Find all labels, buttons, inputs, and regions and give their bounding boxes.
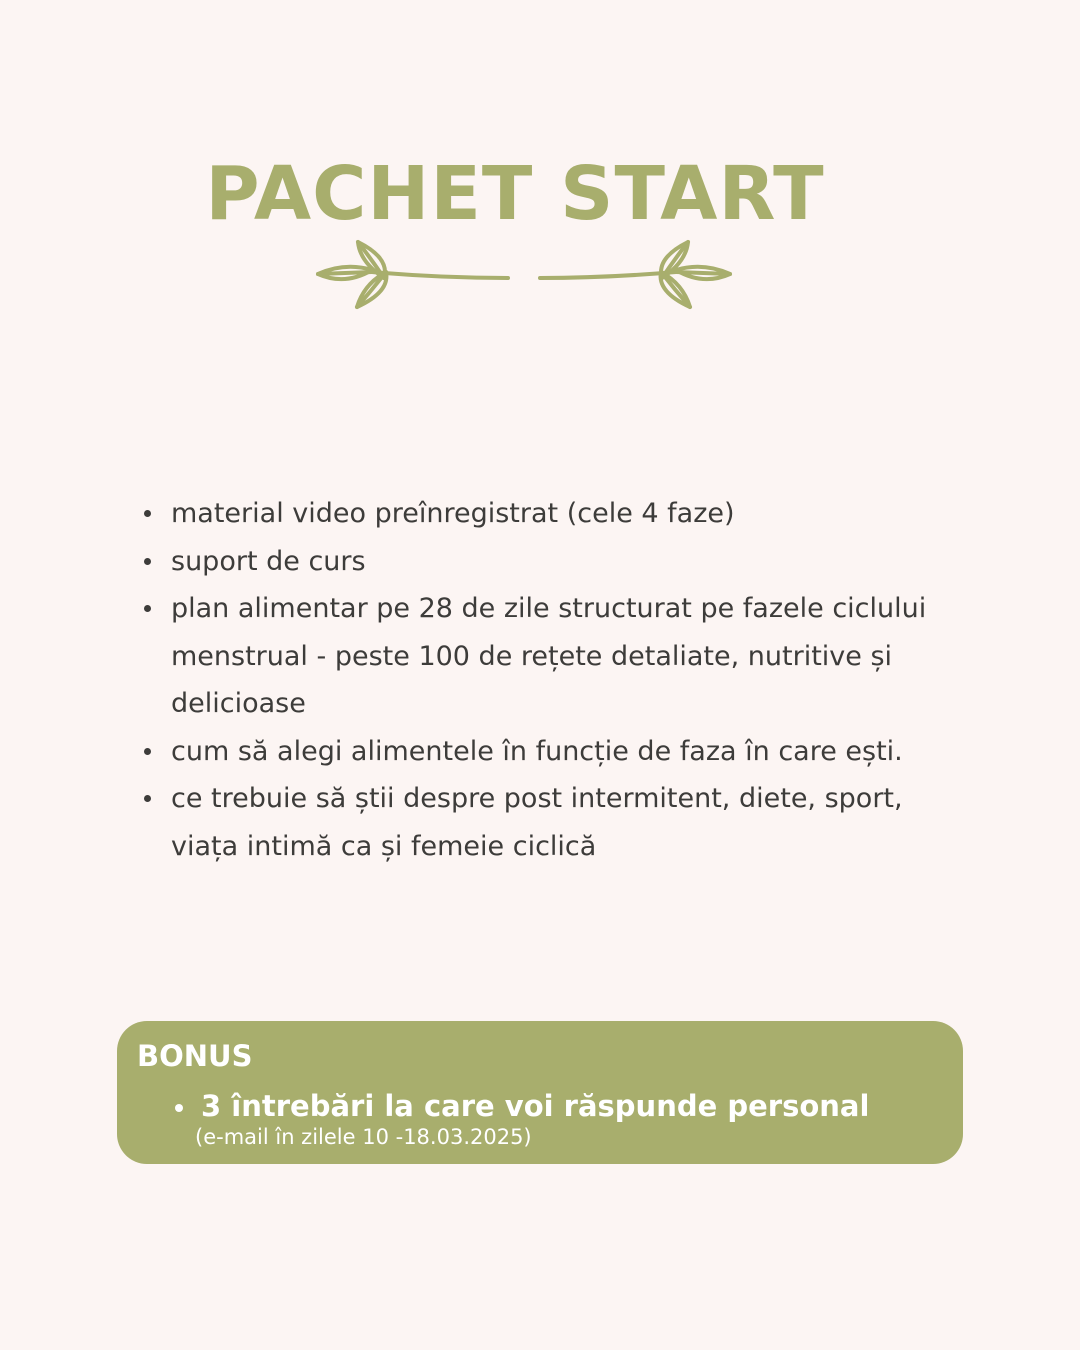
feature-item-food-choice: cum să alegi alimentele în funcție de faza în care ești. (140, 728, 970, 776)
bullet-icon (175, 1104, 183, 1112)
feature-item-video: material video preînregistrat (cele 4 faze) (140, 490, 970, 538)
bonus-title: BONUS (137, 1039, 253, 1073)
bonus-note: (e-mail în zilele 10 -18.03.2025) (195, 1125, 532, 1149)
feature-list (140, 490, 970, 870)
feature-item-course-support: suport de curs (140, 538, 970, 586)
bonus-item: 3 întrebări la care voi răspunde personal (201, 1089, 870, 1123)
bonus-card (117, 1021, 963, 1164)
page-title: PACHET START (205, 151, 825, 237)
feature-item-meal-plan: plan alimentar pe 28 de zile structurat pe fazele ciclului menstrual - peste 100 de rețete detaliate, nutritive și delicioase (140, 585, 970, 728)
feature-item-lifestyle: ce trebuie să știi despre post intermitent, diete, sport, viața intimă ca și femeie ciclică (140, 775, 970, 870)
leaf-branch-divider-icon (310, 232, 740, 316)
